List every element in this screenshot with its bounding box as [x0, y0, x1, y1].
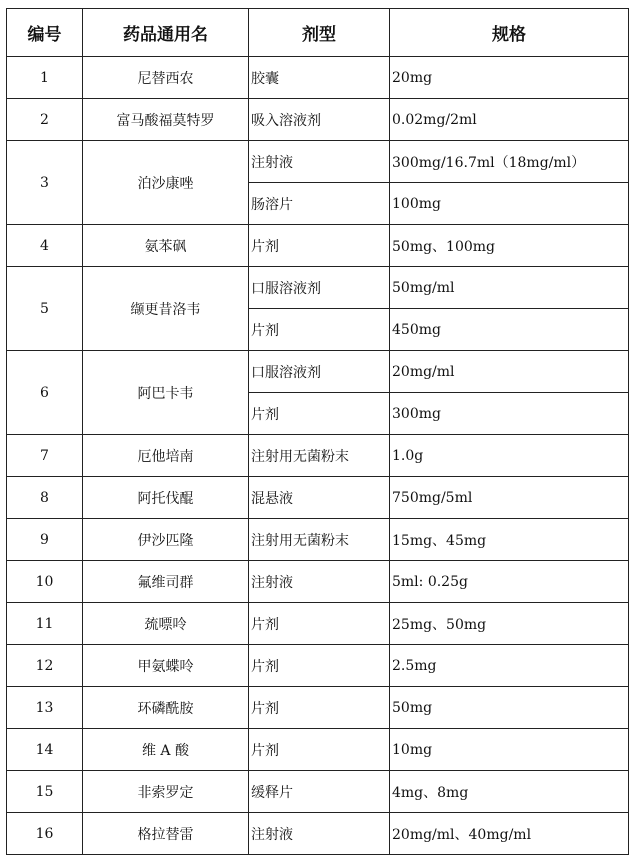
- drug-name: 缬更昔洛韦: [83, 267, 249, 351]
- drug-name: 甲氨蝶呤: [83, 645, 249, 687]
- dosage-form: 口服溶液剂: [249, 351, 390, 393]
- table-row: [7, 645, 629, 687]
- table-row: [7, 225, 629, 267]
- row-number: 10: [7, 561, 83, 603]
- dosage-form: 口服溶液剂: [249, 267, 390, 309]
- row-number: 14: [7, 729, 83, 771]
- dosage-form: 注射液: [249, 141, 390, 183]
- table-row: [7, 141, 629, 183]
- dosage-form: 片剂: [249, 645, 390, 687]
- specification: 5ml: 0.25g: [390, 561, 629, 603]
- drug-name: 氟维司群: [83, 561, 249, 603]
- row-number: 6: [7, 351, 83, 435]
- drug-name: 泊沙康唑: [83, 141, 249, 225]
- table-row: [7, 351, 629, 393]
- table-row: [7, 477, 629, 519]
- specification: 50mg、100mg: [390, 225, 629, 267]
- table-row: [7, 729, 629, 771]
- specification: 300mg: [390, 393, 629, 435]
- dosage-form: 注射液: [249, 561, 390, 603]
- drug-table: [6, 8, 629, 855]
- dosage-form: 片剂: [249, 729, 390, 771]
- table-row: [7, 435, 629, 477]
- specification: 10mg: [390, 729, 629, 771]
- table-row: [7, 99, 629, 141]
- drug-name: 阿巴卡韦: [83, 351, 249, 435]
- table-row: [7, 771, 629, 813]
- specification: 4mg、8mg: [390, 771, 629, 813]
- specification: 50mg: [390, 687, 629, 729]
- specification: 25mg、50mg: [390, 603, 629, 645]
- drug-name: 阿托伐醌: [83, 477, 249, 519]
- dosage-form: 片剂: [249, 309, 390, 351]
- row-number: 8: [7, 477, 83, 519]
- table-row: [7, 603, 629, 645]
- specification: 300mg/16.7ml（18mg/ml）: [390, 141, 629, 183]
- table-row: [7, 687, 629, 729]
- dosage-form: 片剂: [249, 603, 390, 645]
- drug-name: 尼替西农: [83, 57, 249, 99]
- table-row: [7, 813, 629, 855]
- drug-name: 伊沙匹隆: [83, 519, 249, 561]
- drug-name: 巯嘌呤: [83, 603, 249, 645]
- specification: 50mg/ml: [390, 267, 629, 309]
- row-number: 11: [7, 603, 83, 645]
- specification: 15mg、45mg: [390, 519, 629, 561]
- specification: 0.02mg/2ml: [390, 99, 629, 141]
- row-number: 9: [7, 519, 83, 561]
- dosage-form: 混悬液: [249, 477, 390, 519]
- header-no: 编号: [7, 9, 83, 57]
- row-number: 3: [7, 141, 83, 225]
- dosage-form: 吸入溶液剂: [249, 99, 390, 141]
- specification: 20mg/ml、40mg/ml: [390, 813, 629, 855]
- table-row: [7, 519, 629, 561]
- header-row: [7, 9, 629, 57]
- dosage-form: 注射用无菌粉末: [249, 519, 390, 561]
- dosage-form: 片剂: [249, 393, 390, 435]
- dosage-form: 片剂: [249, 225, 390, 267]
- drug-name: 维 A 酸: [83, 729, 249, 771]
- drug-name: 环磷酰胺: [83, 687, 249, 729]
- dosage-form: 注射液: [249, 813, 390, 855]
- row-number: 5: [7, 267, 83, 351]
- row-number: 12: [7, 645, 83, 687]
- specification: 100mg: [390, 183, 629, 225]
- drug-name: 厄他培南: [83, 435, 249, 477]
- header-form: 剂型: [249, 9, 390, 57]
- dosage-form: 胶囊: [249, 57, 390, 99]
- row-number: 1: [7, 57, 83, 99]
- specification: 20mg/ml: [390, 351, 629, 393]
- table-row: [7, 267, 629, 309]
- dosage-form: 注射用无菌粉末: [249, 435, 390, 477]
- specification: 20mg: [390, 57, 629, 99]
- header-name: 药品通用名: [83, 9, 249, 57]
- row-number: 2: [7, 99, 83, 141]
- table-row: [7, 561, 629, 603]
- dosage-form: 肠溶片: [249, 183, 390, 225]
- drug-name: 富马酸福莫特罗: [83, 99, 249, 141]
- dosage-form: 片剂: [249, 687, 390, 729]
- table-row: [7, 57, 629, 99]
- row-number: 16: [7, 813, 83, 855]
- drug-name: 格拉替雷: [83, 813, 249, 855]
- specification: 750mg/5ml: [390, 477, 629, 519]
- header-spec: 规格: [390, 9, 629, 57]
- specification: 1.0g: [390, 435, 629, 477]
- specification: 2.5mg: [390, 645, 629, 687]
- row-number: 13: [7, 687, 83, 729]
- row-number: 7: [7, 435, 83, 477]
- drug-name: 非索罗定: [83, 771, 249, 813]
- dosage-form: 缓释片: [249, 771, 390, 813]
- drug-name: 氨苯砜: [83, 225, 249, 267]
- specification: 450mg: [390, 309, 629, 351]
- row-number: 4: [7, 225, 83, 267]
- row-number: 15: [7, 771, 83, 813]
